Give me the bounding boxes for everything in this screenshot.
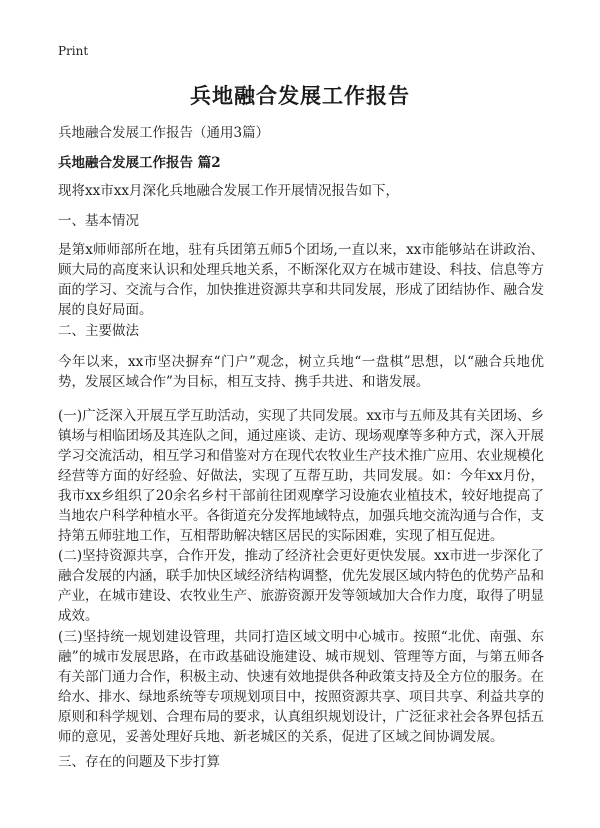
paragraph-practice-two: (二)坚持资源共享，合作开发，推动了经济社会更好更快发展。xx市进一步深化了融合发展的内涵，联手加快区域经济结构调整，优先发展区域内特色的优势产品和产业，在城市建设、农牧业生产、旅游资源开发等领域加大合作力度，取得了明显成效。: [58, 548, 544, 624]
document-subtitle: 兵地融合发展工作报告（通用3篇）: [58, 125, 270, 141]
document-title: 兵地融合发展工作报告: [190, 83, 410, 108]
paragraph-practice-one: (一)广泛深入开展互学互助活动，实现了共同发展。xx市与五师及其有关团场、乡镇场与相临团场及其连队之间，通过座谈、走访、现场观摩等多种方式，深入开展学习交流活动，相互学习和借鉴对方在现代农牧业生产技术推广应用、农业规模化经营等方面的好经验、好做法，实现了互帮互助，共同发展。如：今年xx月份，我市xx乡组织了20余名乡村干部前往团观摩学习设施农业植技术，较好地提高了当地农户科学种植水平。各街道充分发挥地域特点，加强兵地交流沟通与合作，支持第五师驻地工作，互相帮助解决辖区居民的实际困难，实现了相互促进。: [58, 408, 544, 544]
section-heading: 兵地融合发展工作报告 篇2: [58, 155, 221, 171]
print-link[interactable]: Print: [58, 44, 89, 58]
heading-main-practices: 二、主要做法: [58, 323, 139, 339]
heading-basic-situation: 一、基本情况: [58, 213, 139, 229]
intro-paragraph: 现将xx市xx月深化兵地融合发展工作开展情况报告如下，: [58, 183, 399, 199]
paragraph-basic-situation: 是第x师师部所在地，驻有兵团第五师5个团场,一直以来，xx市能够站在讲政治、顾大局的高度来认识和处理兵地关系，不断深化双方在城市建设、科技、信息等方面的学习、交流与合作，加快推进资源共享和共同发展，形成了团结协作、融合发展的良好局面。: [58, 242, 544, 318]
paragraph-practice-three: (三)坚持统一规划建设管理，共同打造区域文明中心城市。按照“北优、南强、东融”的城市发展思路，在市政基础设施建设、城市规划、管理等方面，与第五师各有关部门通力合作，积极主动、快速有效地提供各种政策支持及全方位的服务。在给水、排水、绿地系统等专项规划项目中，按照资源共享、项目共享、利益共享的原则和科学规划、合理布局的要求，认真组织规划设计，广泛征求社会各界包括五师的意见，妥善处理好兵地、新老城区的关系，促进了区域之间协调发展。: [58, 629, 544, 745]
paragraph-main-practices: 今年以来，xx市坚决摒弃“门户”观念，树立兵地“一盘棋”思想，以“融合兵地优势，发展区域合作”为目标，相互支持、携手共进、和谐发展。: [58, 354, 544, 390]
heading-problems-next-steps: 三、存在的问题及下步打算: [58, 754, 220, 770]
